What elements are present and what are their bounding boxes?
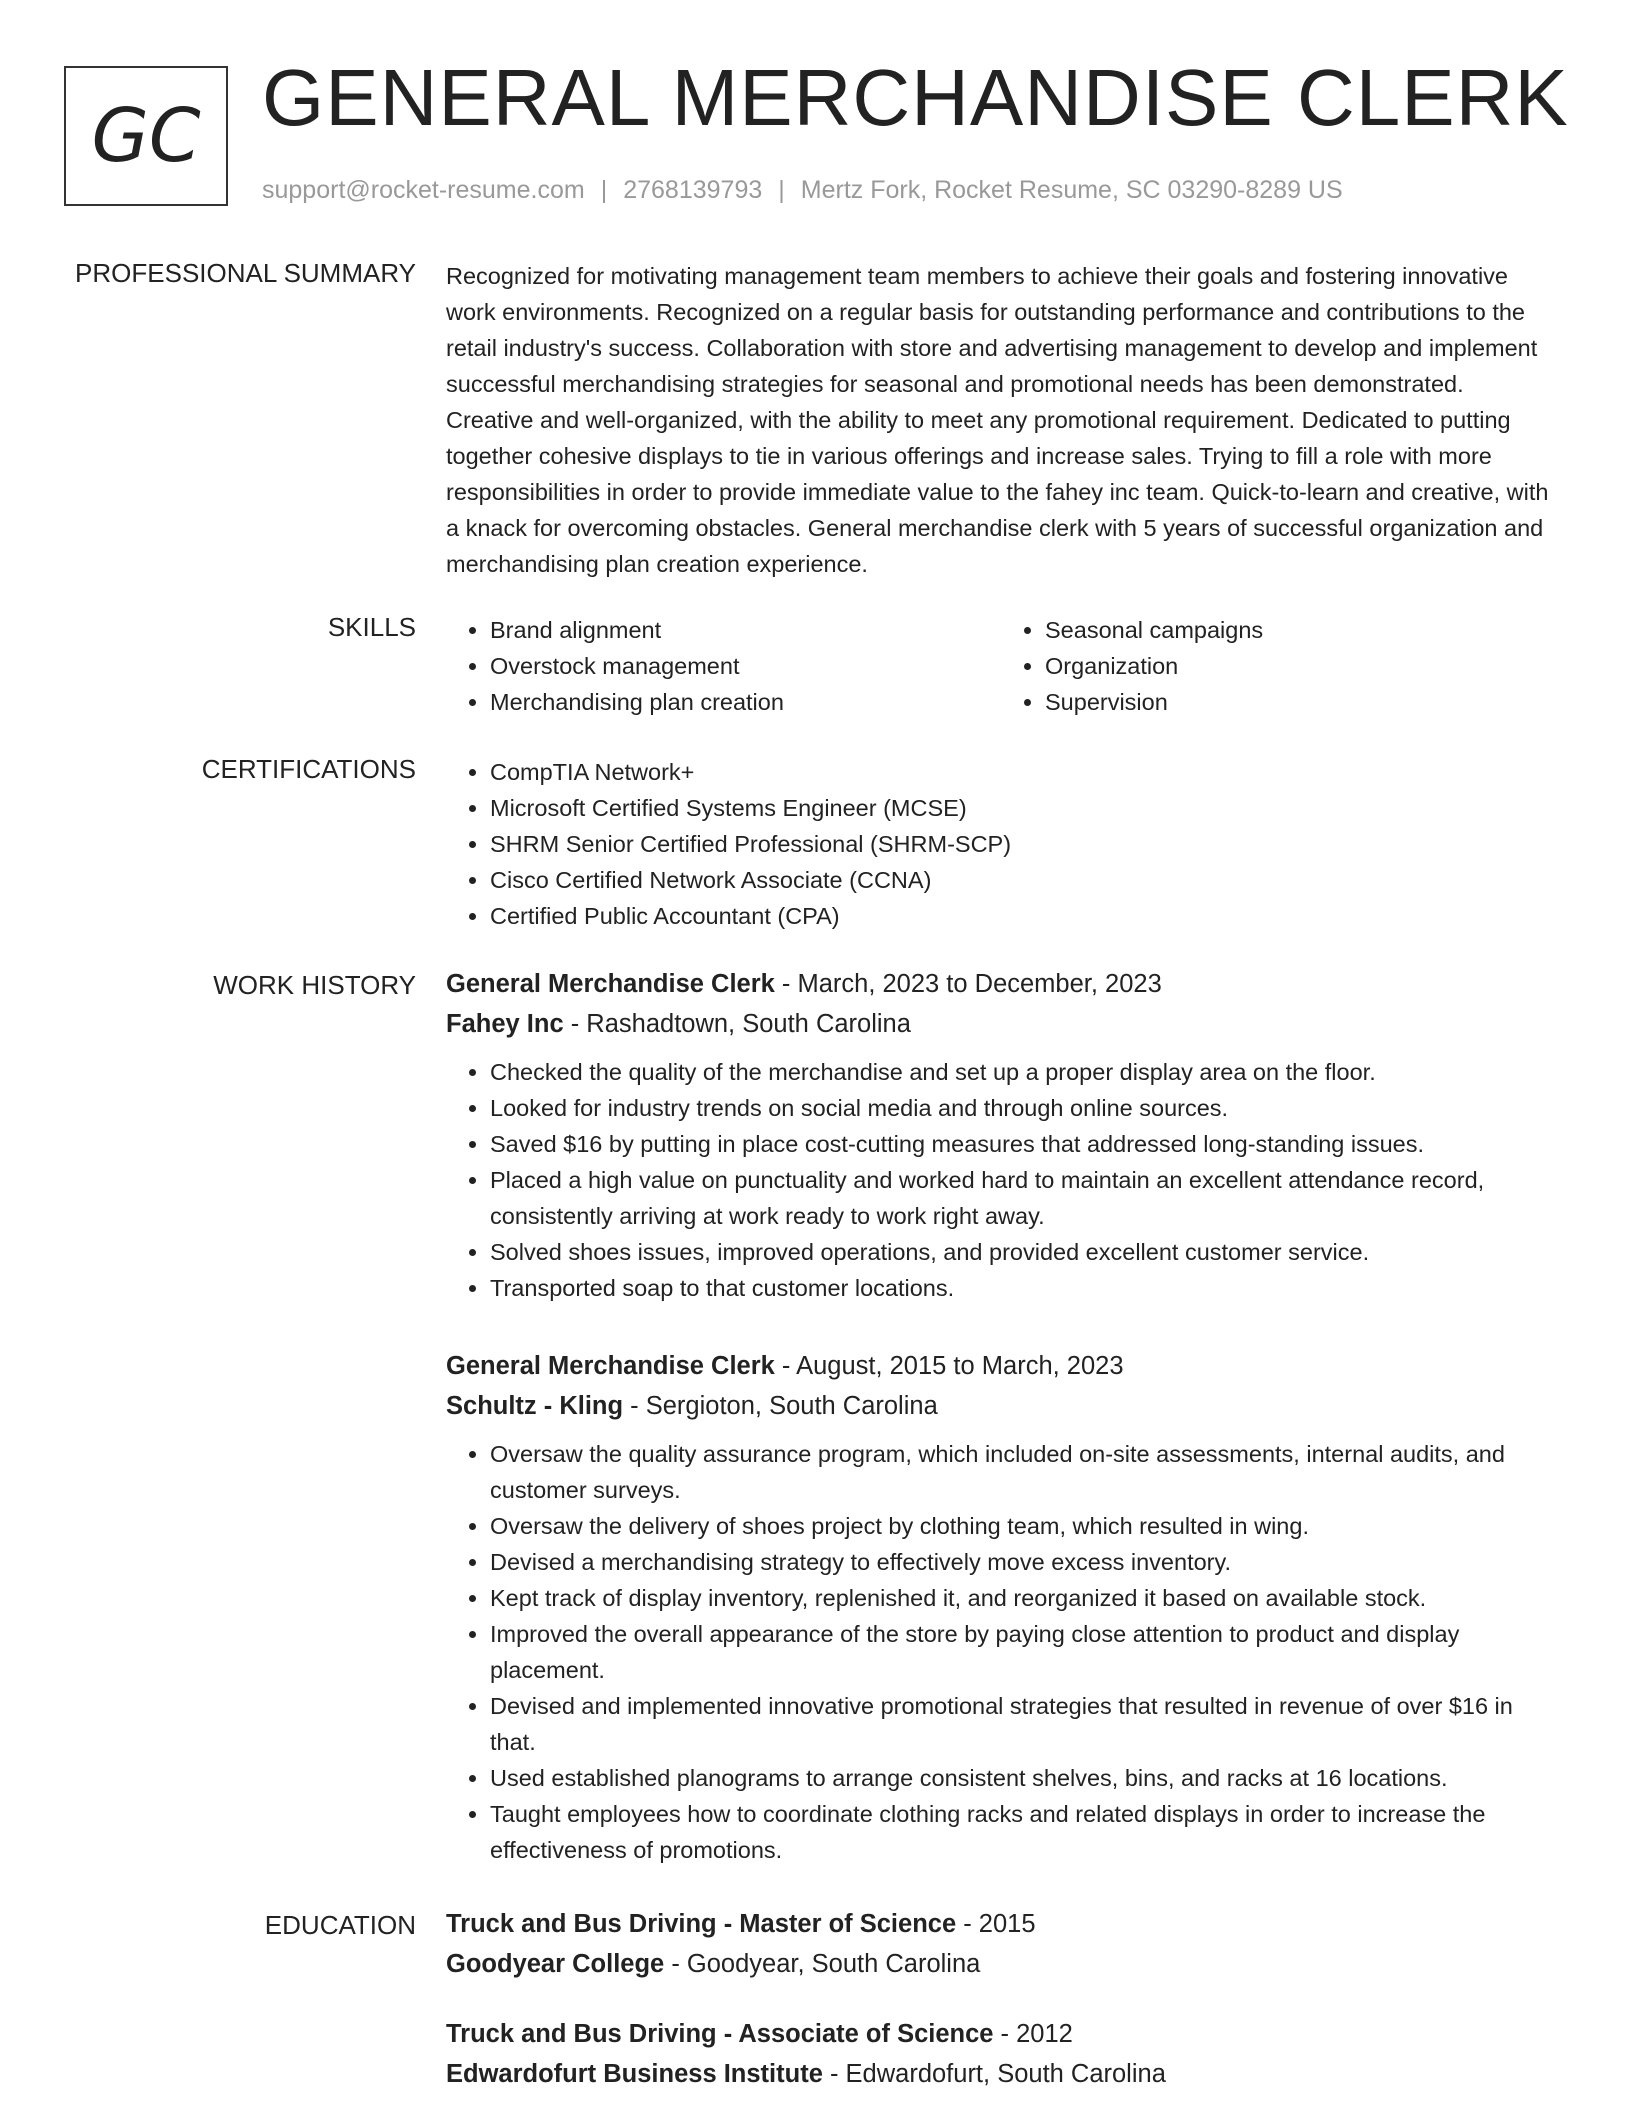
job-bullet: • Devised a merchandising strategy to effectively move excess inventory. [490, 1544, 1556, 1580]
job-title: General Merchandise Clerk [446, 970, 775, 998]
education-degree-line [446, 2014, 1556, 2054]
job-bullets [446, 1054, 1556, 1306]
job-company: Schultz - Kling [446, 1392, 624, 1420]
education-school: Goodyear College [446, 1950, 665, 1978]
job-entry [446, 964, 1556, 1306]
work-history-label: WORK HISTORY [213, 970, 416, 1000]
job-title: General Merchandise Clerk [446, 1352, 775, 1380]
job-company-line [446, 1386, 1556, 1426]
certification-item: • SHRM Senior Certified Professional (SHRM-SCP) [490, 826, 1556, 862]
job-bullet: • Used established planograms to arrange consistent shelves, bins, and racks at 16 locations. [490, 1760, 1556, 1796]
job-company-line [446, 1004, 1556, 1044]
job-dates: - March, 2023 to December, 2023 [774, 970, 1162, 998]
job-bullet: • Checked the quality of the merchandise and set up a proper display area on the floor. [490, 1054, 1556, 1090]
job-bullet: • Solved shoes issues, improved operations, and provided excellent customer service. [490, 1234, 1556, 1270]
education-label: EDUCATION [264, 1910, 416, 1940]
job-bullet: • Transported soap to that customer locations. [490, 1270, 1556, 1306]
job-bullet: • Improved the overall appearance of the store by paying close attention to product and display placement. [490, 1616, 1556, 1688]
education-location: - Goodyear, South Carolina [664, 1950, 981, 1978]
summary-label: PROFESSIONAL SUMMARY [75, 258, 416, 288]
skill-item: • Organization [1045, 648, 1556, 684]
job-entry [446, 1346, 1556, 1868]
skill-item: • Merchandising plan creation [490, 684, 1001, 720]
job-bullet: • Taught employees how to coordinate clothing racks and related displays in order to increase the effectiveness of promotions. [490, 1796, 1556, 1868]
education-school: Edwardofurt Business Institute [446, 2060, 823, 2088]
education-year: - 2015 [956, 1910, 1036, 1938]
skill-item: • Supervision [1045, 684, 1556, 720]
job-bullet: • Looked for industry trends on social media and through online sources. [490, 1090, 1556, 1126]
contact-separator: | [778, 176, 785, 204]
skills-label: SKILLS [327, 612, 416, 642]
education-entry [446, 2014, 1556, 2094]
education-degree: Truck and Bus Driving - Master of Science [446, 1910, 957, 1938]
contact-phone[interactable]: 2768139793 [623, 176, 763, 204]
skill-item: • Brand alignment [490, 612, 1001, 648]
job-bullet: • Placed a high value on punctuality and worked hard to maintain an excellent attendance record, consistently arriving at work ready to work right away. [490, 1162, 1556, 1234]
job-bullet: • Saved $16 by putting in place cost-cutting measures that addressed long-standing issues. [490, 1126, 1556, 1162]
job-dates: - August, 2015 to March, 2023 [774, 1352, 1124, 1380]
education-school-line [446, 2054, 1556, 2094]
contact-address: Mertz Fork, Rocket Resume, SC 03290-8289 US [800, 176, 1343, 204]
education-location: - Edwardofurt, South Carolina [822, 2060, 1166, 2088]
job-bullet: • Devised and implemented innovative promotional strategies that resulted in revenue of over $16 in that. [490, 1688, 1556, 1760]
skill-item: • Seasonal campaigns [1045, 612, 1556, 648]
skill-item: • Overstock management [490, 648, 1001, 684]
education-body [446, 1904, 1556, 2124]
summary-text: Recognized for motivating management team members to achieve their goals and fostering innovative work environments. Recognized on a regular basis for outstanding performance and contributions to the retail industry's success. Collaboration with store and advertising management to develop and implement successful merchandising strategies for seasonal and promotional needs has been demonstrated. Creative and well-organized, with the ability to meet any promotional requirement. Dedicated to putting together cohesive displays to tie in various offerings and increase sales. Trying to fill a role with more responsibilities in order to provide immediate value to the fahey inc team. Quick-to-learn and creative, with a knack for overcoming obstacles. General merchandise clerk with 5 years of successful organization and merchandising plan creation experience. [446, 263, 1549, 577]
contact-separator: | [600, 176, 608, 204]
job-company: Fahey Inc [446, 1010, 564, 1038]
education-entry [446, 1904, 1556, 1984]
certification-item: • Certified Public Accountant (CPA) [490, 898, 1556, 934]
education-degree-line [446, 1904, 1556, 1944]
certification-item: • CompTIA Network+ [490, 754, 1556, 790]
skills-column-2 [1001, 612, 1556, 720]
contact-email[interactable]: support@rocket-resume.com [262, 176, 585, 204]
job-title-line [446, 1346, 1556, 1386]
certifications-body [446, 754, 1556, 934]
certification-item: • Cisco Certified Network Associate (CCNA) [490, 862, 1556, 898]
job-bullet: • Oversaw the delivery of shoes project by clothing team, which resulted in wing. [490, 1508, 1556, 1544]
job-title-line [446, 964, 1556, 1004]
education-degree: Truck and Bus Driving - Associate of Science [446, 2020, 994, 2048]
monogram-logo: GC [64, 66, 228, 206]
skills-column-1 [446, 612, 1001, 720]
job-bullets [446, 1436, 1556, 1868]
contact-line [262, 176, 1343, 205]
job-location: - Rashadtown, South Carolina [563, 1010, 911, 1038]
page-title: GENERAL MERCHANDISE CLERK [262, 53, 1569, 142]
certifications-list [446, 754, 1556, 934]
certifications-label: CERTIFICATIONS [201, 754, 416, 784]
job-location: - Sergioton, South Carolina [623, 1392, 938, 1420]
education-year: - 2012 [993, 2020, 1073, 2048]
work-history-body [446, 964, 1556, 1908]
skills-body [446, 612, 1556, 720]
certification-item: • Microsoft Certified Systems Engineer (MCSE) [490, 790, 1556, 826]
education-school-line [446, 1944, 1556, 1984]
job-bullet: • Oversaw the quality assurance program, which included on-site assessments, internal audits, and customer surveys. [490, 1436, 1556, 1508]
job-bullet: • Kept track of display inventory, replenished it, and reorganized it based on available stock. [490, 1580, 1556, 1616]
